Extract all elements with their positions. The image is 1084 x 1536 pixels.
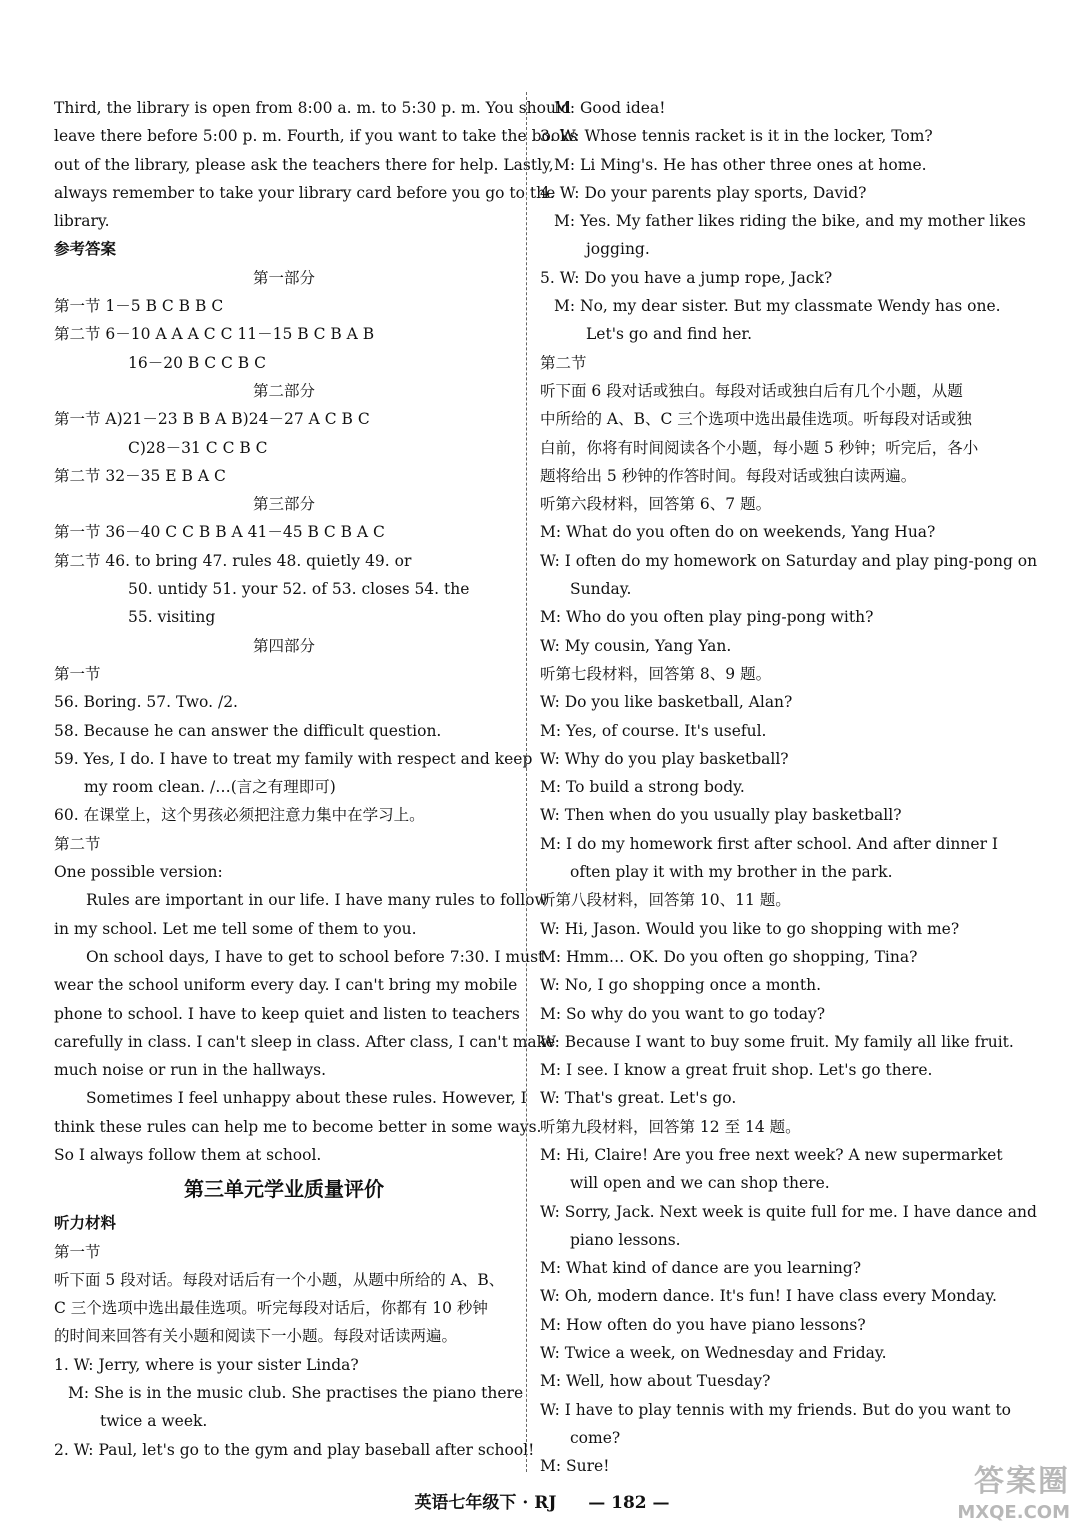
text-line: W: That's great. Let's go. xyxy=(540,1089,737,1108)
text-line: W: Why do you play basketball? xyxy=(540,749,789,768)
text-line: C 三个选项中选出最佳选项。听完每段对话后，你都有 10 秒钟 xyxy=(54,1299,488,1318)
text-line: 第二节 xyxy=(540,353,587,372)
text-line: 听第七段材料，回答第 8、9 题。 xyxy=(540,664,772,683)
text-line: come? xyxy=(570,1428,621,1447)
text-line: So I always follow them at school. xyxy=(54,1145,322,1164)
watermark-logo xyxy=(900,1462,1070,1530)
text-line: 第二节 xyxy=(54,834,101,853)
page-number: — 182 — xyxy=(588,1493,670,1513)
text-line: W: No, I go shopping once a month. xyxy=(540,976,822,995)
text-line: 第二节 46. to bring 47. rules 48. quietly 49. or xyxy=(54,551,412,570)
text-line: M: Who do you often play ping-pong with? xyxy=(540,608,874,627)
text-line: think these rules can help me to become better in some ways. xyxy=(54,1117,542,1136)
text-line: M: To build a strong body. xyxy=(540,778,745,797)
text-line: 59. Yes, I do. I have to treat my family with respect and keep xyxy=(54,749,533,768)
text-line: 白前，你将有时间阅读各个小题，每小题 5 秒钟；听完后，各小 xyxy=(540,438,979,457)
text-line: 5. W: Do you have a jump rope, Jack? xyxy=(540,268,833,287)
text-line: 第一节 xyxy=(54,1242,101,1261)
text-line: 60. 在课堂上，这个男孩必须把注意力集中在学习上。 xyxy=(54,806,425,825)
text-line: C)28－31 C C B C xyxy=(128,438,268,457)
text-line: M: No, my dear sister. But my classmate Wendy has one. xyxy=(554,297,1001,316)
text-line: M: What do you often do on weekends, Yang Hua? xyxy=(540,523,936,542)
text-line: out of the library, please ask the teachers there for help. Lastly, xyxy=(54,155,554,174)
text-line: 第四部分 xyxy=(252,636,315,655)
text-line: 58. Because he can answer the difficult question. xyxy=(54,721,442,740)
text-line: 听下面 5 段对话。每段对话后有一个小题，从题中所给的 A、B、 xyxy=(54,1270,505,1289)
text-line: piano lessons. xyxy=(570,1230,681,1249)
right-column xyxy=(540,94,1038,1481)
watermark-top: 答案圈 xyxy=(974,1464,1070,1499)
text-line: M: Li Ming's. He has other three ones at home. xyxy=(554,155,927,174)
text-line: 3. W: Whose tennis racket is it in the locker, Tom? xyxy=(540,127,933,146)
text-line: 4. W: Do your parents play sports, David? xyxy=(540,183,867,202)
text-line: W: Oh, modern dance. It's fun! I have class every Monday. xyxy=(540,1287,997,1306)
text-line: jogging. xyxy=(586,240,650,259)
text-line: Sometimes I feel unhappy about these rules. However, I xyxy=(86,1089,527,1108)
text-line: M: Yes. My father likes riding the bike, and my mother likes xyxy=(554,212,1026,231)
text-line: 第一节 1－5 B C B B C xyxy=(54,297,224,316)
watermark-bottom: MXQE.COM xyxy=(957,1502,1070,1523)
footer-label: 英语七年级下 · RJ xyxy=(414,1493,557,1513)
text-line: much noise or run in the hallways. xyxy=(54,1061,327,1080)
column-divider xyxy=(526,92,527,1472)
text-line: 第二部分 xyxy=(252,381,315,400)
text-line: 50. untidy 51. your 52. of 53. closes 54. the xyxy=(128,580,470,599)
text-line: 听力材料 xyxy=(54,1213,117,1233)
text-line: 题将给出 5 秒钟的作答时间。每段对话或独白读两遍。 xyxy=(540,466,917,485)
text-line: in my school. Let me tell some of them to you. xyxy=(54,919,417,938)
text-line: M: Good idea! xyxy=(554,99,666,117)
text-line: 听第九段材料，回答第 12 至 14 题。 xyxy=(540,1117,801,1136)
text-line: W: Hi, Jason. Would you like to go shopping with me? xyxy=(540,919,960,938)
text-line: 第一节 A)21－23 B B A B)24－27 A C B C xyxy=(54,410,370,429)
text-line: 第一节 xyxy=(54,664,101,683)
text-line: 1. W: Jerry, where is your sister Linda? xyxy=(54,1355,359,1374)
text-line: 56. Boring. 57. Two. /2. xyxy=(54,693,238,712)
text-line: W: Sorry, Jack. Next week is quite full for me. I have dance and xyxy=(540,1202,1037,1221)
text-line: 第一部分 xyxy=(252,268,315,287)
text-line: Third, the library is open from 8:00 a. m. to 5:30 p. m. You should xyxy=(54,99,571,117)
text-line: 第二节 32－35 E B A C xyxy=(54,466,226,485)
text-line: W: My cousin, Yang Yan. xyxy=(540,636,732,655)
text-line: One possible version: xyxy=(54,863,223,882)
text-line: M: Hmm… OK. Do you often go shopping, Tina? xyxy=(540,947,918,966)
text-line: M: How often do you have piano lessons? xyxy=(540,1315,866,1334)
text-line: M: She is in the music club. She practises the piano there xyxy=(68,1384,524,1403)
text-line: carefully in class. I can't sleep in class. After class, I can't make xyxy=(54,1032,556,1051)
text-line: 参考答案 xyxy=(54,239,117,259)
text-line: M: Well, how about Tuesday? xyxy=(540,1372,771,1391)
text-line: leave there before 5:00 p. m. Fourth, if you want to take the books xyxy=(54,127,578,146)
text-line: 中所给的 A、B、C 三个选项中选出最佳选项。听每段对话或独 xyxy=(540,410,972,429)
text-line: 第三部分 xyxy=(252,495,315,514)
text-line: my room clean. /…(言之有理即可) xyxy=(84,778,336,797)
text-line: 听下面 6 段对话或独白。每段对话或独白后有几个小题，从题 xyxy=(540,381,963,400)
text-line: M: I do my homework first after school. And after dinner I xyxy=(540,834,999,853)
text-line: 第三单元学业质量评价 xyxy=(184,1177,384,1202)
text-line: 第二节 6－10 A A A C C 11－15 B C B A B xyxy=(54,325,375,344)
text-line: 55. visiting xyxy=(128,608,216,627)
text-line: twice a week. xyxy=(100,1412,208,1431)
text-line: 第一节 36－40 C C B B A 41－45 B C B A C xyxy=(54,523,385,542)
text-line: W: Then when do you usually play basketball? xyxy=(540,806,902,825)
text-line: M: So why do you want to go today? xyxy=(540,1004,826,1023)
text-line: library. xyxy=(54,212,110,231)
text-line: W: I have to play tennis with my friends. But do you want to xyxy=(540,1400,1012,1419)
text-line: On school days, I have to get to school before 7:30. I must xyxy=(86,947,545,966)
text-line: W: I often do my homework on Saturday and play ping-pong on xyxy=(540,551,1038,570)
text-line: often play it with my brother in the park. xyxy=(570,863,893,882)
text-line: will open and we can shop there. xyxy=(570,1174,830,1193)
text-line: W: Twice a week, on Wednesday and Friday. xyxy=(540,1344,887,1363)
text-line: W: Because I want to buy some fruit. My family all like fruit. xyxy=(540,1032,1014,1051)
text-line: wear the school uniform every day. I can't bring my mobile xyxy=(54,976,518,995)
text-line: phone to school. I have to keep quiet and listen to teachers xyxy=(54,1004,520,1023)
text-line: M: Yes, of course. It's useful. xyxy=(540,721,767,740)
text-line: Let's go and find her. xyxy=(586,325,753,344)
text-line: 听第六段材料，回答第 6、7 题。 xyxy=(540,495,772,514)
text-line: W: Do you like basketball, Alan? xyxy=(540,693,793,712)
text-line: 16－20 B C C B C xyxy=(128,353,266,372)
text-line: M: What kind of dance are you learning? xyxy=(540,1259,862,1278)
text-line: M: Hi, Claire! Are you free next week? A new supermarket xyxy=(540,1145,1003,1164)
text-line: M: I see. I know a great fruit shop. Let's go there. xyxy=(540,1061,933,1080)
text-line: 听第八段材料，回答第 10、11 题。 xyxy=(540,891,791,910)
left-column xyxy=(54,94,578,1464)
text-line: Sunday. xyxy=(570,580,632,599)
text-line: 的时间来回答有关小题和阅读下一小题。每段对话读两遍。 xyxy=(54,1327,458,1346)
text-line: 2. W: Paul, let's go to the gym and play baseball after school! xyxy=(54,1440,535,1459)
text-line: M: Sure! xyxy=(540,1457,610,1476)
text-line: Rules are important in our life. I have many rules to follow xyxy=(86,891,548,910)
text-line: always remember to take your library card before you go to the xyxy=(54,183,556,202)
